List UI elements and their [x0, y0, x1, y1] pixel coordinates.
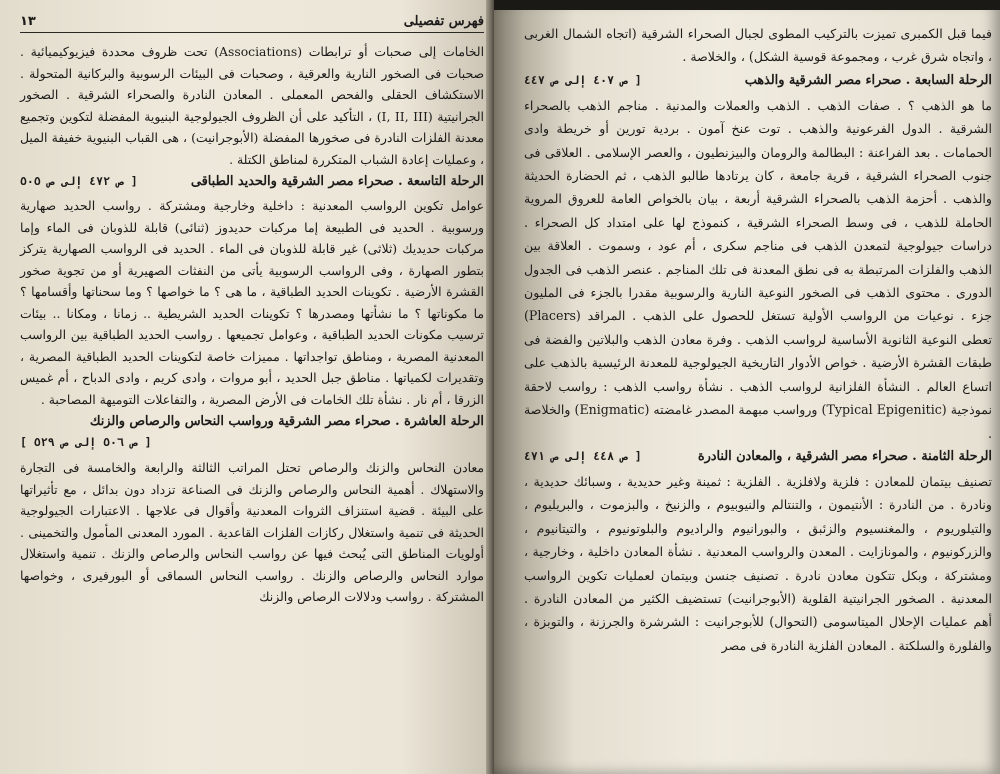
- section-paragraph-8: تصنيف بيتمان للمعادن : فلزية ولافلزية . الفلزية : ثمينة وغير حديدية ، وسبائك حديدية ، ونادرة . من النادرة : الأنتيمون ، والتنتالم والنيوبيوم ، والزنيخ ، والبزموت ، والبريليوم ، والتيلوريوم ، والمغنسيوم والزئبق ، والبورانيوم والراديوم والبلوتونيوم ، والتيتانيوم ، والزركونيوم ، والمونازايت . المعدن والرواسب المعدنية . نشأة المعادن داخلية ، وخارجية ، ومشتركة ، وبكل تتكون معادن نادرة . تصنيف جنسن وبيتمان لعمليات تكوين الرواسب المعدنية . الصخور الجرانيتية القلوية (الأبوجرانيت) تستضيف الكثير من المعادن النادرة . أهم عمليات الإحلال الميتاسومى (التحوال) للأبوجرانيت : الشرشرة والجرزنة ، والتوبزة ، والفلورة والسلكتة . المعادن الفلزية النادرة فى مصر: [524, 473, 992, 653]
- section-title-7: الرحلة السابعة . صحراء مصر الشرقية والذهب: [744, 72, 992, 88]
- intro-paragraph-left: الخامات إلى صحبات أو ترابطات (Associations) تحت ظروف محددة فيزيوكيميائية . صحبات فى الصخور النارية والعرقية ، وصحبات فى البيئات الرسوبية والبركانية المتحولة . الاستكشاف الحقلى والفحص المعملى . المعادن النادرة والصحراء الشرقية . الصخور الجرانيتية (I, II, III) ، التأكيد على أن الظروف الجيولوجية البنيوية المفضلة لتكوين وتجميع معدنة الفلزات النادرة فى صخورها المفضلة (الأبوجرانيت) ، هى القباب البنيوية خفيفة الميل ، وعمليات إعادة الشباب المتكررة لمناطق الكتلة .: [20, 44, 485, 167]
- section-range-10: [ ص ٥٠٦ إلى ص ٥٢٩ ]: [20, 435, 152, 449]
- page-number: ١٣: [20, 14, 36, 29]
- section-heading-10: [20, 414, 484, 429]
- section-range-8: [ ص ٤٤٨ إلى ص ٤٧١: [524, 448, 642, 463]
- header-title: فهرس تفصيلى: [403, 14, 484, 29]
- section-title-8: الرحلة الثامنة . صحراء مصر الشرقية ، والمعادن النادرة: [697, 448, 992, 464]
- section-heading-8: [524, 449, 992, 464]
- page-top-edge: [494, 0, 1000, 10]
- section-paragraph-10: معادن النحاس والزنك والرصاص تحتل المراتب الثالثة والرابعة والخامسة فى التجارة والاستهلاك . أهمية النحاس والرصاص والزنك فى الصناعة تزداد دون بدائل ، مع تأثيراتها على البيئة . قضية استنزاف الثروات المعدنية وأقوال فى علاجها . الاعتبارات الجيولوجية الحديثة فى تنمية واستغلال ركازات الفلزات القاعدية . المورد المعدنى المأمول والتخمينى . أولويات المناطق التى يُبحث فيها عن رواسب النحاس والرصاص والزنك . تنمية واستغلال موارد النحاس والرصاص والزنك . رواسب النحاس السماقى أو البورفيرى ، وخواصها المشتركة . رواسب ودلالات الرصاص والزنك: [20, 460, 484, 604]
- section-heading-9: [20, 174, 484, 189]
- section-paragraph-7: ما هو الذهب ؟ . صفات الذهب . الذهب والعملات والمدنية . مناجم الذهب بالصحراء الشرقية . الدول الفرعونية والذهب . توت عنخ آمون . بردية تورين أو خريطة وادى الحمامات . بعد الفراعنة : البطالمة والرومان والبيزنطيون ، والعصر الإسلامى . العلاقى فى جنوب الصحراء الشرقية ، قرية جامعة ، كان يرتادها طالبو الذهب ، ثم الحضارة الحديثة والذهب . أحزمة الذهب بالصحراء الشرقية أربعة ، بيان بالخواص العامة للعروق المروية الحاملة للذهب ، فى وسط الصحراء الشرقية ، كنموذج لها على امتداد كل الصحراء . دراسات جيولوجية لتمعدن الذهب فى مناجم سكرى ، أم عود ، وسموت . العلاقة بين الذهب والفلزات المرتبطة به فى نطق المعدنة فى تلك المناجم . عنصر الذهب فى الجدول الدورى . محتوى الذهب فى الصخور النوعية النارية والرسوبية مقدرا بالجزء فى المليون جزء . نوعيات من الرواسب الأولية تستغل للحصول على الذهب . المراقد (Placers) تعطى النوعية الثانوية الأساسية لرواسب الذهب . وفرة معادن الذهب والبلاتين والفضة فى طبقات القشرة الأرضية . خواص الأدوار التاريخية الجيولوجية للمعدنة الرئيسية بالذهب على اتساع العالم . النشأة الفلزانية لرواسب الذهب . نشأة رواسب الذهب : رواسب لاحقة نموذجية (Typical Epigenitic) ورواسب مبهمة المصدر غامضته (Enigmatic) والخلاصة .: [524, 97, 992, 441]
- left-page-header: [20, 14, 484, 33]
- section-title-9: الرحلة التاسعة . صحراء مصر الشرقية والحديد الطباقى: [190, 174, 484, 189]
- right-page: [494, 0, 1000, 774]
- section-paragraph-9: عوامل تكوين الرواسب المعدنية : داخلية وخارجية ومشتركة . رواسب الحديد صهارية ورسوبية . الحديد فى الطبيعة إما مركبات حديدوز (ثنائى) قابلة للذوبان فى الماء وإما مركبات حديديك (ثلاثى) غير قابلة للذوبان فى الماء . الحديد فى الرواسب الصهارية يتركز بتطور الصهارة ، وفى الرواسب الرسوبية يأتى من النفثات الصهيرية أو من تجوية صخور القشرة الأرضية . تكوينات الحديد الطباقية ، ما هى ؟ ما خواصها ؟ وما سحناتها وأقسامها ؟ ما مكوناتها ؟ ما نشأتها ومصدرها ؟ تكوينات الحديد الشريطية .. زمانا ، ومكانا .. بيئات ترسيب مكونات الحديد الطباقية ، وعوامل تجميعها . رواسب الحديد الطباقية بين الرواسب المعدنية المصرية ، ومناطق تواجداتها . مميزات خاصة لتكوينات الحديد الطباقية المصرية ، وتقديرات لكمياتها . مناطق جبل الحديد ، أبو مروات ، وادى كريم ، وادى الدباح ، أم غميس الزرقا ، أم نار . نشأة تلك الخامات فى الأرض المصرية ، والتفاعلات التوميهة المصاحبة .: [20, 198, 484, 407]
- section-range-9: [ ص ٤٧٢ إلى ص ٥٠٥: [20, 174, 138, 188]
- section-heading-7: [524, 73, 992, 88]
- section-range-7: [ ص ٤٠٧ إلى ص ٤٤٧: [524, 72, 642, 87]
- section-title-10: الرحلة العاشرة . صحراء مصر الشرقية ورواسب النحاس والرصاص والزنك: [89, 414, 484, 429]
- intro-paragraph-right: فيما قبل الكمبرى تميزت بالتركيب المطوى لجبال الصحراء الشرقية (اتجاه الشمال الغربى ، واتجاه شرق غرب ، ومجموعة قوسية الشكل) ، والخلاصة .: [524, 26, 992, 65]
